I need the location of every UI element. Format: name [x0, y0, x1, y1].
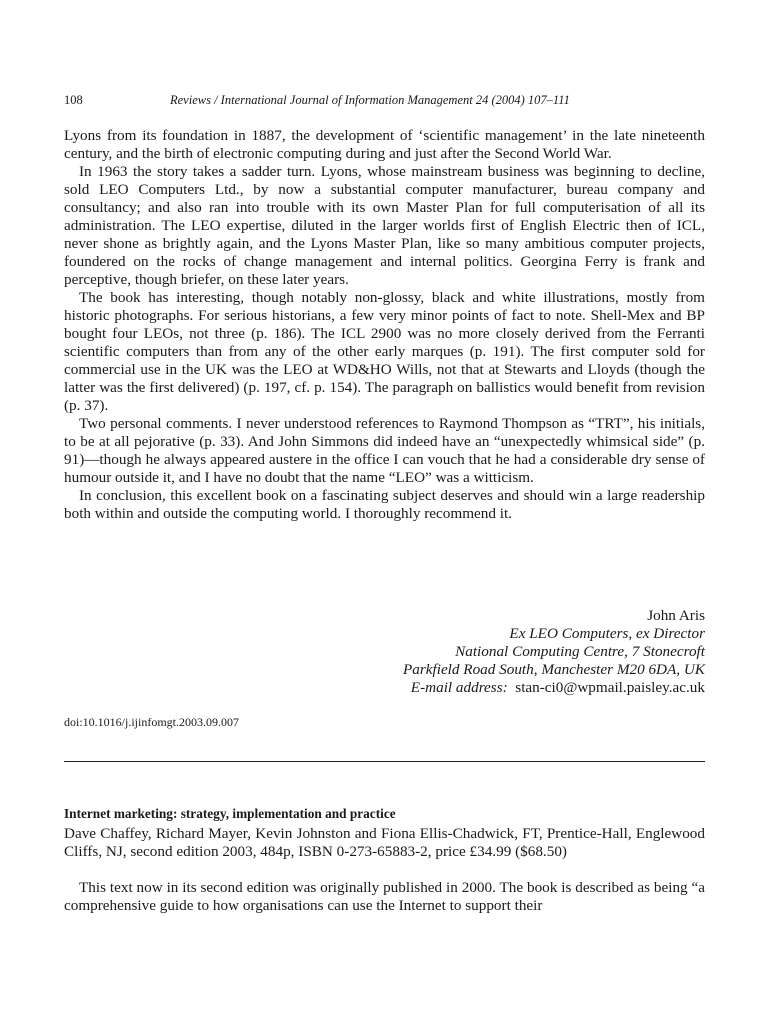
- journal-reference: Reviews / International Journal of Information Management 24 (2004) 107–111: [170, 93, 570, 107]
- reviewer-name: John Aris: [647, 607, 705, 624]
- reviewer-email-line: [64, 679, 705, 697]
- email-label: E-mail address:: [410, 679, 508, 696]
- review-book-details: Dave Chaffey, Richard Mayer, Kevin Johnston and Fiona Ellis-Chadwick, FT, Prentice-Hall, Englewood Cliffs, NJ, second edition 2003, 484p, ISBN 0-273-65883-2, price £34.99 ($68.50): [64, 825, 705, 860]
- review-title: Internet marketing: strategy, implementation and practice: [64, 806, 396, 821]
- reviewer-organisation: National Computing Centre, 7 Stonecroft: [455, 643, 705, 660]
- review-body-continued: [64, 127, 705, 523]
- page-number: 108: [64, 93, 83, 107]
- doi-link[interactable]: doi:10.1016/j.ijinfomgt.2003.09.007: [64, 715, 240, 729]
- email-address[interactable]: stan-ci0@wpmail.paisley.ac.uk: [515, 679, 705, 696]
- paragraph-conclusion: In conclusion, this excellent book on a fascinating subject deserves and should win a large readership both within and outside the computing world. I thoroughly recommend it.: [64, 487, 705, 522]
- section-divider: [64, 761, 705, 762]
- paragraph-illustrations: The book has interesting, though notably non-glossy, black and white illustrations, mostly from historic photographs. For serious historians, a few very minor points of fact to note. Shell-Mex and BP bought four LEOs, not three (p. 186). The ICL 2900 was no more closely derived from the Ferranti scientific computers than from any of the other early marques (p. 191). The first computer sold for commercial use in the UK was the LEO at WD&HO Wills, not that at Stewarts and Lloyds (though the latter was the first delivered) (p. 197, cf. p. 154). The paragraph on ballistics would benefit from revision (p. 37).: [64, 289, 705, 414]
- reviewer-address: Parkfield Road South, Manchester M20 6DA, UK: [402, 661, 705, 678]
- reviewer-signature: [64, 607, 705, 697]
- journal-page: [64, 0, 705, 1024]
- paragraph-1963: In 1963 the story takes a sadder turn. Lyons, whose mainstream business was beginning to decline, sold LEO Computers Ltd., by now a substantial computer manufacturer, bureau company and consultancy; and also ran into trouble with its own Master Plan for full computerisation of all its administration. The LEO expertise, diluted in the larger worlds first of English Electric then of ICL, never shone as brightly again, and the Lyons Master Plan, like so many ambitious computer projects, foundered on the rocks of change management and internal politics. Georgina Ferry is frank and perceptive, though briefer, on these later years.: [64, 163, 705, 288]
- review-opening-paragraph: This text now in its second edition was originally published in 2000. The book is described as being “a comprehensive guide to how organisations can use the Internet to support their: [64, 879, 705, 914]
- paragraph-foundation: Lyons from its foundation in 1887, the development of ‘scientific management’ in the late nineteenth century, and the birth of electronic computing during and just after the Second World War.: [64, 127, 705, 162]
- reviewer-role: Ex LEO Computers, ex Director: [509, 625, 705, 642]
- paragraph-personal-comments: Two personal comments. I never understood references to Raymond Thompson as “TRT”, his initials, to be at all pejorative (p. 33). And John Simmons did indeed have an “unexpectedly whimsical side” (p. 91)—though he always appeared austere in the office I can vouch that he had a considerable dry sense of humour outside it, and I have no doubt that the name “LEO” was a witticism.: [64, 415, 705, 486]
